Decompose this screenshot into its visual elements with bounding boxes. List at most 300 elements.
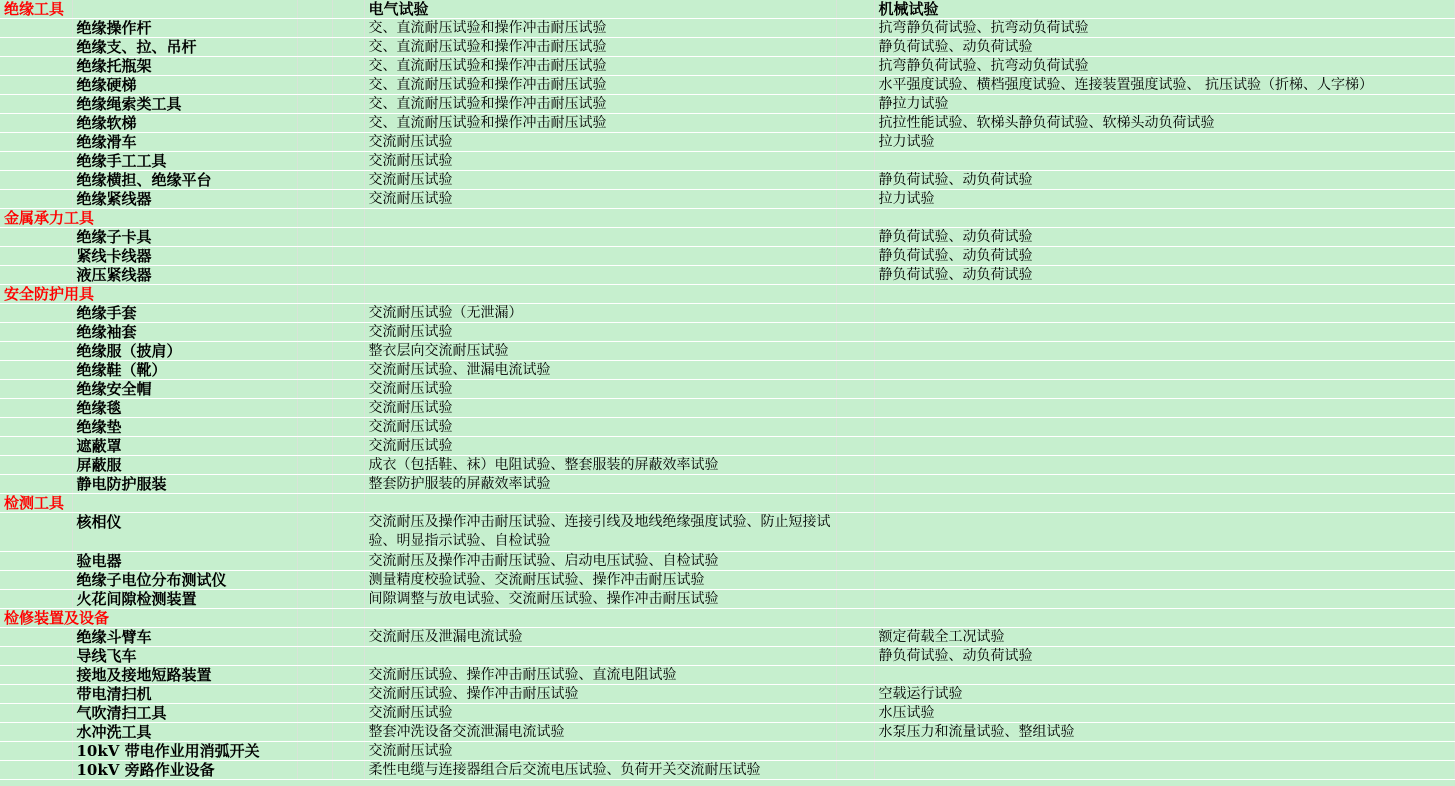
electrical-test-cell[interactable]: 成衣（包括鞋、袜）电阻试验、整套服装的屏蔽效率试验 — [364, 456, 836, 475]
blank-cell[interactable] — [332, 266, 364, 285]
blank-cell[interactable] — [332, 647, 364, 666]
table-row — [0, 628, 1454, 647]
category-cell[interactable] — [0, 57, 72, 76]
blank-cell[interactable] — [332, 171, 364, 190]
table-row — [0, 418, 1454, 437]
blank-cell[interactable] — [332, 38, 364, 57]
blank-cell[interactable] — [836, 513, 874, 552]
electrical-test-cell[interactable] — [364, 266, 836, 285]
category-cell[interactable]: 绝缘工具 — [0, 0, 72, 19]
blank-cell[interactable] — [297, 38, 332, 57]
blank-cell[interactable] — [297, 114, 332, 133]
item-cell[interactable]: 绝缘袖套 — [72, 323, 297, 342]
table-row — [0, 247, 1454, 266]
blank-cell[interactable] — [332, 0, 364, 19]
mechanical-test-cell[interactable]: 静负荷试验、动负荷试验 — [874, 647, 1454, 666]
item-cell[interactable]: 绝缘安全帽 — [72, 380, 297, 399]
electrical-test-cell[interactable]: 交流耐压试验 — [364, 380, 836, 399]
item-cell[interactable]: 液压紧线器 — [72, 266, 297, 285]
blank-cell[interactable] — [297, 609, 332, 628]
blank-cell[interactable] — [297, 437, 332, 456]
electrical-header-cell[interactable]: 电气试验 — [364, 0, 836, 19]
electrical-test-cell[interactable] — [364, 647, 836, 666]
category-cell[interactable] — [0, 38, 72, 57]
mechanical-test-cell[interactable] — [874, 418, 1454, 437]
electrical-test-cell[interactable]: 交流耐压试验 — [364, 152, 836, 171]
electrical-test-cell[interactable]: 交流耐压试验 — [364, 133, 836, 152]
blank-cell[interactable] — [836, 437, 874, 456]
mechanical-test-cell[interactable] — [874, 609, 1454, 628]
item-cell[interactable]: 绝缘托瓶架 — [72, 57, 297, 76]
electrical-test-cell[interactable]: 交流耐压试验、操作冲击耐压试验、直流电阻试验 — [364, 666, 836, 685]
mechanical-test-cell[interactable] — [874, 590, 1454, 609]
mechanical-test-cell[interactable]: 静负荷试验、动负荷试验 — [874, 247, 1454, 266]
mechanical-test-cell[interactable] — [874, 342, 1454, 361]
electrical-test-cell[interactable]: 交流耐压及操作冲击耐压试验、连接引线及地线绝缘强度试验、防止短接试验、明显指示试验、自检试验 — [364, 513, 836, 552]
blank-cell[interactable] — [332, 723, 364, 742]
blank-cell[interactable] — [332, 418, 364, 437]
mechanical-test-cell[interactable]: 拉力试验 — [874, 190, 1454, 209]
table-row — [0, 38, 1454, 57]
electrical-test-cell[interactable]: 交、直流耐压试验和操作冲击耐压试验 — [364, 76, 836, 95]
blank-cell[interactable] — [297, 323, 332, 342]
electrical-test-cell[interactable]: 交、直流耐压试验和操作冲击耐压试验 — [364, 19, 836, 38]
blank-cell[interactable] — [332, 152, 364, 171]
blank-cell[interactable] — [332, 19, 364, 38]
electrical-test-cell[interactable]: 整衣层向交流耐压试验 — [364, 342, 836, 361]
item-cell[interactable]: 绝缘斗臂车 — [72, 628, 297, 647]
table-row — [0, 571, 1454, 590]
mechanical-test-cell[interactable] — [874, 571, 1454, 590]
blank-cell[interactable] — [297, 647, 332, 666]
blank-cell[interactable] — [297, 190, 332, 209]
mechanical-test-cell[interactable]: 水压试验 — [874, 704, 1454, 723]
mechanical-test-cell[interactable] — [874, 552, 1454, 571]
category-cell[interactable] — [0, 685, 72, 704]
blank-cell[interactable] — [836, 723, 874, 742]
blank-cell[interactable] — [836, 590, 874, 609]
blank-cell[interactable] — [332, 552, 364, 571]
mechanical-test-cell[interactable]: 静负荷试验、动负荷试验 — [874, 171, 1454, 190]
mechanical-test-cell[interactable]: 静负荷试验、动负荷试验 — [874, 228, 1454, 247]
mechanical-test-cell[interactable]: 空载运行试验 — [874, 685, 1454, 704]
mechanical-test-cell[interactable]: 额定荷载全工况试验 — [874, 628, 1454, 647]
blank-cell[interactable] — [836, 666, 874, 685]
electrical-test-cell[interactable]: 交流耐压试验 — [364, 437, 836, 456]
mechanical-test-cell[interactable] — [874, 475, 1454, 494]
item-cell[interactable]: 绝缘横担、绝缘平台 — [72, 171, 297, 190]
blank-cell[interactable] — [836, 0, 874, 19]
blank-cell[interactable] — [836, 380, 874, 399]
item-cell[interactable] — [72, 0, 297, 19]
item-cell[interactable]: 紧线卡线器 — [72, 247, 297, 266]
category-cell[interactable] — [0, 437, 72, 456]
blank-cell[interactable] — [297, 685, 332, 704]
mechanical-test-cell[interactable] — [874, 761, 1454, 780]
blank-cell[interactable] — [332, 304, 364, 323]
electrical-test-cell[interactable]: 交流耐压试验、操作冲击耐压试验 — [364, 685, 836, 704]
item-cell[interactable]: 绝缘子电位分布测试仪 — [72, 571, 297, 590]
category-cell[interactable] — [0, 247, 72, 266]
blank-cell[interactable] — [332, 666, 364, 685]
blank-cell[interactable] — [297, 171, 332, 190]
electrical-test-cell[interactable]: 柔性电缆与连接器组合后交流电压试验、负荷开关交流耐压试验 — [364, 761, 836, 780]
item-cell[interactable]: 绝缘软梯 — [72, 114, 297, 133]
item-cell[interactable]: 遮蔽罩 — [72, 437, 297, 456]
blank-cell[interactable] — [836, 38, 874, 57]
blank-cell[interactable] — [836, 152, 874, 171]
blank-cell[interactable] — [332, 475, 364, 494]
blank-cell[interactable] — [836, 685, 874, 704]
blank-cell[interactable] — [836, 552, 874, 571]
blank-cell[interactable] — [836, 266, 874, 285]
blank-cell[interactable] — [836, 247, 874, 266]
category-cell[interactable] — [0, 342, 72, 361]
mechanical-test-cell[interactable]: 水平强度试验、横档强度试验、连接装置强度试验、 抗压试验（折梯、人字梯） — [874, 76, 1454, 95]
item-cell[interactable]: 绝缘硬梯 — [72, 76, 297, 95]
item-cell[interactable]: 绝缘鞋（靴） — [72, 361, 297, 380]
category-cell[interactable] — [0, 19, 72, 38]
table-row — [0, 456, 1454, 475]
blank-cell[interactable] — [297, 133, 332, 152]
electrical-test-cell[interactable]: 交、直流耐压试验和操作冲击耐压试验 — [364, 114, 836, 133]
blank-cell[interactable] — [297, 761, 332, 780]
mechanical-test-cell[interactable] — [874, 456, 1454, 475]
electrical-test-cell[interactable]: 交流耐压及操作冲击耐压试验、启动电压试验、自检试验 — [364, 552, 836, 571]
mechanical-test-cell[interactable]: 静负荷试验、动负荷试验 — [874, 38, 1454, 57]
category-row — [0, 285, 1454, 304]
blank-cell[interactable] — [332, 95, 364, 114]
electrical-test-cell[interactable]: 整套冲洗设备交流泄漏电流试验 — [364, 723, 836, 742]
item-cell[interactable]: 导线飞车 — [72, 647, 297, 666]
blank-cell[interactable] — [836, 475, 874, 494]
category-cell[interactable] — [0, 152, 72, 171]
blank-cell[interactable] — [297, 418, 332, 437]
electrical-test-cell[interactable]: 交、直流耐压试验和操作冲击耐压试验 — [364, 38, 836, 57]
blank-cell[interactable] — [332, 628, 364, 647]
item-cell[interactable]: 绝缘绳索类工具 — [72, 95, 297, 114]
electrical-test-cell[interactable]: 交流耐压试验 — [364, 418, 836, 437]
blank-cell[interactable] — [836, 209, 874, 228]
blank-cell[interactable] — [297, 247, 332, 266]
category-cell[interactable] — [0, 266, 72, 285]
category-cell[interactable] — [0, 418, 72, 437]
mechanical-test-cell[interactable] — [874, 399, 1454, 418]
category-cell[interactable] — [0, 114, 72, 133]
item-cell[interactable]: 10kV 旁路作业设备 — [72, 761, 297, 780]
blank-cell[interactable] — [836, 742, 874, 761]
blank-cell[interactable] — [836, 628, 874, 647]
item-cell[interactable]: 带电清扫机 — [72, 685, 297, 704]
mechanical-test-cell[interactable] — [874, 437, 1454, 456]
blank-cell[interactable] — [836, 133, 874, 152]
blank-cell[interactable] — [297, 513, 332, 552]
blank-cell[interactable] — [836, 342, 874, 361]
blank-cell[interactable] — [332, 456, 364, 475]
blank-cell[interactable] — [297, 552, 332, 571]
electrical-test-cell[interactable]: 交流耐压试验 — [364, 399, 836, 418]
item-cell[interactable]: 10kV 带电作业用消弧开关 — [72, 742, 297, 761]
mechanical-test-cell[interactable]: 抗弯静负荷试验、抗弯动负荷试验 — [874, 57, 1454, 76]
item-cell[interactable]: 绝缘滑车 — [72, 133, 297, 152]
item-cell[interactable]: 屏蔽服 — [72, 456, 297, 475]
blank-cell[interactable] — [332, 742, 364, 761]
mechanical-test-cell[interactable] — [874, 152, 1454, 171]
blank-cell[interactable] — [836, 190, 874, 209]
blank-cell[interactable] — [332, 323, 364, 342]
blank-cell[interactable] — [332, 76, 364, 95]
blank-cell[interactable] — [332, 571, 364, 590]
electrical-test-cell[interactable]: 交流耐压试验 — [364, 171, 836, 190]
blank-cell[interactable] — [332, 228, 364, 247]
electrical-test-cell[interactable] — [364, 228, 836, 247]
mechanical-header-cell[interactable]: 机械试验 — [874, 0, 1454, 19]
category-cell[interactable] — [0, 380, 72, 399]
electrical-test-cell[interactable]: 交流耐压试验 — [364, 742, 836, 761]
blank-cell[interactable] — [836, 323, 874, 342]
blank-cell[interactable] — [836, 95, 874, 114]
blank-cell[interactable] — [332, 190, 364, 209]
electrical-test-cell[interactable]: 交流耐压及泄漏电流试验 — [364, 628, 836, 647]
category-row — [0, 609, 1454, 628]
table-row — [0, 114, 1454, 133]
table-row — [0, 380, 1454, 399]
mechanical-test-cell[interactable] — [874, 285, 1454, 304]
blank-cell[interactable] — [332, 285, 364, 304]
category-cell[interactable] — [0, 228, 72, 247]
electrical-test-cell[interactable]: 整套防护服装的屏蔽效率试验 — [364, 475, 836, 494]
blank-cell[interactable] — [297, 228, 332, 247]
electrical-test-cell[interactable] — [364, 285, 836, 304]
blank-cell[interactable] — [332, 704, 364, 723]
mechanical-test-cell[interactable]: 水泵压力和流量试验、整组试验 — [874, 723, 1454, 742]
category-cell[interactable]: 金属承力工具 — [0, 209, 72, 228]
blank-cell[interactable] — [836, 361, 874, 380]
category-cell[interactable] — [0, 171, 72, 190]
mechanical-test-cell[interactable] — [874, 742, 1454, 761]
blank-cell[interactable] — [332, 590, 364, 609]
mechanical-test-cell[interactable] — [874, 666, 1454, 685]
blank-cell[interactable] — [332, 380, 364, 399]
table-row — [0, 761, 1454, 780]
blank-cell[interactable] — [297, 342, 332, 361]
blank-cell[interactable] — [297, 590, 332, 609]
electrical-test-cell[interactable]: 间隙调整与放电试验、交流耐压试验、操作冲击耐压试验 — [364, 590, 836, 609]
electrical-test-cell[interactable]: 交、直流耐压试验和操作冲击耐压试验 — [364, 95, 836, 114]
blank-cell[interactable] — [297, 304, 332, 323]
mechanical-test-cell[interactable] — [874, 209, 1454, 228]
item-cell[interactable]: 接地及接地短路装置 — [72, 666, 297, 685]
table-row — [0, 57, 1454, 76]
blank-cell[interactable] — [297, 19, 332, 38]
category-cell[interactable] — [0, 190, 72, 209]
blank-cell[interactable] — [836, 76, 874, 95]
blank-cell[interactable] — [297, 399, 332, 418]
electrical-test-cell[interactable] — [364, 209, 836, 228]
electrical-test-cell[interactable]: 交流耐压试验 — [364, 704, 836, 723]
blank-cell[interactable] — [332, 57, 364, 76]
item-cell[interactable]: 绝缘支、拉、吊杆 — [72, 38, 297, 57]
blank-cell[interactable] — [836, 571, 874, 590]
item-cell[interactable]: 火花间隙检测装置 — [72, 590, 297, 609]
item-cell[interactable]: 绝缘服（披肩） — [72, 342, 297, 361]
mechanical-test-cell[interactable] — [874, 323, 1454, 342]
blank-cell[interactable] — [836, 609, 874, 628]
item-cell[interactable]: 静电防护服装 — [72, 475, 297, 494]
item-cell[interactable]: 验电器 — [72, 552, 297, 571]
category-cell[interactable] — [0, 628, 72, 647]
blank-cell[interactable] — [836, 399, 874, 418]
electrical-test-cell[interactable] — [364, 247, 836, 266]
electrical-test-cell[interactable]: 交流耐压试验、泄漏电流试验 — [364, 361, 836, 380]
blank-cell[interactable] — [297, 76, 332, 95]
category-cell[interactable] — [0, 704, 72, 723]
category-cell[interactable] — [0, 456, 72, 475]
blank-cell[interactable] — [332, 685, 364, 704]
header-row — [0, 0, 1454, 19]
table-row — [0, 304, 1454, 323]
blank-cell[interactable] — [836, 647, 874, 666]
blank-cell[interactable] — [297, 209, 332, 228]
blank-cell[interactable] — [836, 304, 874, 323]
blank-cell[interactable] — [836, 228, 874, 247]
electrical-test-cell[interactable] — [364, 494, 836, 513]
blank-cell[interactable] — [332, 361, 364, 380]
category-cell[interactable] — [0, 304, 72, 323]
category-cell[interactable] — [0, 552, 72, 571]
blank-cell[interactable] — [297, 152, 332, 171]
electrical-test-cell[interactable] — [364, 609, 836, 628]
blank-cell[interactable] — [297, 723, 332, 742]
blank-cell[interactable] — [297, 285, 332, 304]
item-cell[interactable] — [72, 494, 297, 513]
blank-cell[interactable] — [297, 628, 332, 647]
blank-cell[interactable] — [332, 209, 364, 228]
mechanical-test-cell[interactable] — [874, 513, 1454, 552]
mechanical-test-cell[interactable]: 抗拉性能试验、软梯头静负荷试验、软梯头动负荷试验 — [874, 114, 1454, 133]
category-cell[interactable] — [0, 76, 72, 95]
blank-cell[interactable] — [836, 456, 874, 475]
table-row — [0, 704, 1454, 723]
blank-cell[interactable] — [836, 171, 874, 190]
item-cell[interactable] — [72, 285, 297, 304]
category-cell[interactable] — [0, 666, 72, 685]
blank-cell[interactable] — [332, 494, 364, 513]
table-row — [0, 590, 1454, 609]
blank-cell[interactable] — [332, 399, 364, 418]
category-cell[interactable] — [0, 361, 72, 380]
blank-cell[interactable] — [332, 114, 364, 133]
blank-cell[interactable] — [836, 418, 874, 437]
blank-cell[interactable] — [297, 742, 332, 761]
item-cell[interactable]: 绝缘手套 — [72, 304, 297, 323]
blank-cell[interactable] — [297, 456, 332, 475]
mechanical-test-cell[interactable] — [874, 361, 1454, 380]
blank-cell[interactable] — [836, 114, 874, 133]
item-cell[interactable]: 绝缘子卡具 — [72, 228, 297, 247]
item-cell[interactable]: 绝缘毯 — [72, 399, 297, 418]
category-cell[interactable] — [0, 723, 72, 742]
electrical-test-cell[interactable]: 交、直流耐压试验和操作冲击耐压试验 — [364, 57, 836, 76]
electrical-test-cell[interactable]: 交流耐压试验 — [364, 323, 836, 342]
category-cell[interactable] — [0, 399, 72, 418]
blank-cell[interactable] — [297, 95, 332, 114]
category-row — [0, 494, 1454, 513]
blank-cell[interactable] — [297, 361, 332, 380]
mechanical-test-cell[interactable] — [874, 304, 1454, 323]
blank-cell[interactable] — [836, 19, 874, 38]
blank-cell[interactable] — [332, 133, 364, 152]
blank-cell[interactable] — [836, 57, 874, 76]
table-row — [0, 152, 1454, 171]
item-cell[interactable] — [72, 209, 297, 228]
mechanical-test-cell[interactable]: 拉力试验 — [874, 133, 1454, 152]
blank-cell[interactable] — [332, 342, 364, 361]
blank-cell[interactable] — [332, 513, 364, 552]
category-cell[interactable] — [0, 647, 72, 666]
mechanical-test-cell[interactable] — [874, 380, 1454, 399]
item-cell[interactable]: 水冲洗工具 — [72, 723, 297, 742]
blank-cell[interactable] — [297, 266, 332, 285]
electrical-test-cell[interactable]: 交流耐压试验（无泄漏） — [364, 304, 836, 323]
blank-cell[interactable] — [836, 494, 874, 513]
blank-cell[interactable] — [332, 609, 364, 628]
blank-cell[interactable] — [297, 704, 332, 723]
blank-cell[interactable] — [297, 666, 332, 685]
blank-cell[interactable] — [297, 475, 332, 494]
mechanical-test-cell[interactable]: 静负荷试验、动负荷试验 — [874, 266, 1454, 285]
item-cell[interactable]: 气吹清扫工具 — [72, 704, 297, 723]
item-cell[interactable]: 绝缘手工工具 — [72, 152, 297, 171]
mechanical-test-cell[interactable] — [874, 494, 1454, 513]
item-cell[interactable]: 绝缘操作杆 — [72, 19, 297, 38]
blank-cell[interactable] — [332, 761, 364, 780]
category-cell[interactable] — [0, 571, 72, 590]
blank-cell[interactable] — [297, 380, 332, 399]
mechanical-test-cell[interactable]: 抗弯静负荷试验、抗弯动负荷试验 — [874, 19, 1454, 38]
category-cell[interactable] — [0, 761, 72, 780]
electrical-test-cell[interactable]: 测量精度校验试验、交流耐压试验、操作冲击耐压试验 — [364, 571, 836, 590]
blank-cell[interactable] — [297, 0, 332, 19]
category-cell[interactable]: 安全防护用具 — [0, 285, 72, 304]
table-row — [0, 266, 1454, 285]
mechanical-test-cell[interactable]: 静拉力试验 — [874, 95, 1454, 114]
blank-cell[interactable] — [836, 704, 874, 723]
category-cell[interactable]: 检修装置及设备 — [0, 609, 72, 628]
table-row — [0, 190, 1454, 209]
category-cell[interactable] — [0, 742, 72, 761]
category-cell[interactable] — [0, 133, 72, 152]
item-cell[interactable]: 绝缘紧线器 — [72, 190, 297, 209]
blank-cell[interactable] — [297, 571, 332, 590]
category-cell[interactable]: 检测工具 — [0, 494, 72, 513]
blank-cell[interactable] — [297, 57, 332, 76]
category-cell[interactable] — [0, 95, 72, 114]
electrical-test-cell[interactable]: 交流耐压试验 — [364, 190, 836, 209]
category-cell[interactable] — [0, 475, 72, 494]
item-cell[interactable]: 绝缘垫 — [72, 418, 297, 437]
category-cell[interactable] — [0, 590, 72, 609]
blank-cell[interactable] — [836, 761, 874, 780]
table-row — [0, 475, 1454, 494]
blank-cell[interactable] — [836, 285, 874, 304]
category-cell[interactable] — [0, 323, 72, 342]
category-cell[interactable] — [0, 513, 72, 552]
blank-cell[interactable] — [332, 247, 364, 266]
item-cell[interactable]: 核相仪 — [72, 513, 297, 552]
blank-cell[interactable] — [297, 494, 332, 513]
blank-cell[interactable] — [332, 437, 364, 456]
